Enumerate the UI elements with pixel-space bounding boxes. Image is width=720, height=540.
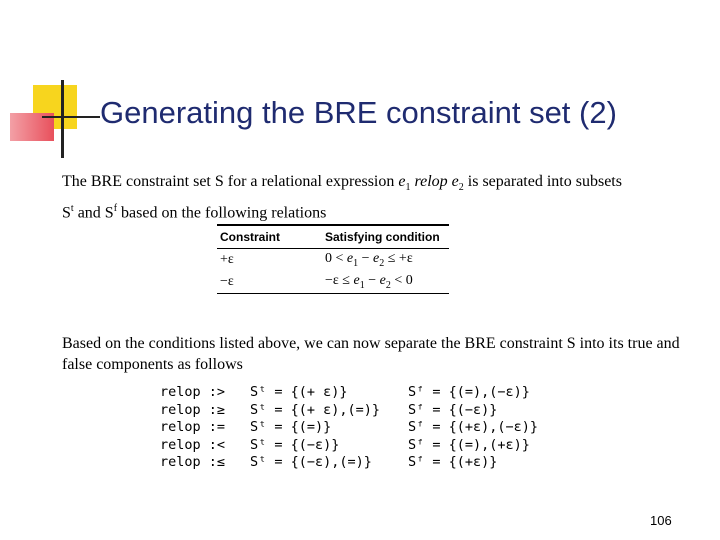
relop-row: relop :> Sᵗ = {(+ ε)} Sᶠ = {(=),(−ε)} [160, 384, 530, 400]
relop-row: relop :≤ Sᵗ = {(−ε),(=)} Sᶠ = {(+ε)} [160, 454, 498, 470]
condition-cell: $0 < e_1 - e_2 \le +\varepsilon$ [325, 251, 413, 269]
header-constraint: Constraint [220, 230, 280, 244]
condition-cell: $-\varepsilon \le e_1 - e_2 < 0$ [325, 273, 413, 291]
relop-row: relop := Sᵗ = {(=)} Sᶠ = {(+ε),(−ε)} [160, 419, 539, 435]
intro-paragraph: The BRE constraint set S for a relational expression $e_1$ relop $e_2$ is separated into subsets $S^t$ and $S^f$ based on the following relations [62, 173, 622, 222]
constraint-cell: −ε [220, 274, 234, 289]
constraint-cell: +ε [220, 252, 234, 267]
relations-table [217, 224, 449, 294]
relop-list [160, 384, 568, 472]
logo-vertical-line [61, 80, 64, 158]
components-paragraph: Based on the conditions listed above, we can now separate the BRE constraint S into its true and false components as follows [62, 335, 680, 373]
logo-horizontal-line [42, 116, 100, 118]
relop-row: relop :< Sᵗ = {(−ε)} Sᶠ = {(=),(+ε)} [160, 436, 530, 453]
slide-title: Generating the BRE constraint set (2) [100, 95, 617, 130]
table-row [217, 249, 449, 271]
table-row [217, 271, 449, 293]
relop-row: relop :≥ Sᵗ = {(+ ε),(=)} Sᶠ = {(−ε)} [160, 401, 498, 418]
table-header-row [217, 226, 449, 248]
page-number: 106 [650, 513, 672, 528]
header-condition: Satisfying condition [325, 230, 440, 244]
